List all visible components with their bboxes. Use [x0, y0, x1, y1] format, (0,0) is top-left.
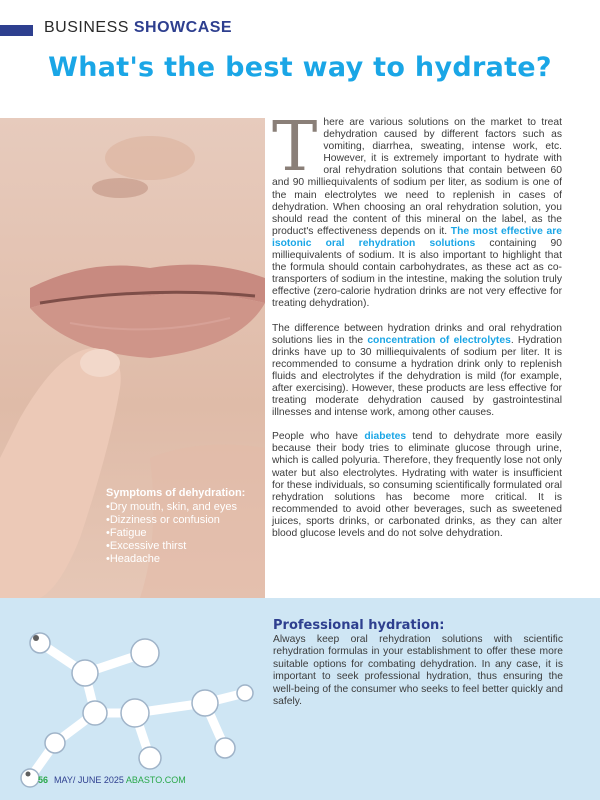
article-title: What's the best way to hydrate? [48, 52, 552, 83]
p1-text-b: containing 90 milliequivalents of sodium. It is also important to highlight that the formula should contain carbohydrates, as these act as co-transporters of sodium in the intestine, making the solution truly effective (zero-calorie hydration drinks are not very effective for treating dehydration). [272, 237, 562, 310]
p2-highlight: concentration of electrolytes [367, 334, 511, 346]
paragraph-1 [272, 108, 562, 311]
p1-highlight: The most effective are isotonic oral rehydration solutions [272, 225, 562, 249]
symptoms-heading: Symptoms of dehydration: [106, 487, 246, 499]
symptom-item: • Excessive thirst [106, 540, 245, 553]
p2-text-b: . Hydration drinks have up to 30 milliequivalents of sodium per liter. It is recommended to consume a hydration drink only to replenish fluids and electrolytes if the dehydration is mild (for example, after exercising). However, these products are less effective for treating moderate dehydration caused by gastrointestinal illnesses and intense work, among other causes. [272, 334, 562, 419]
site-link[interactable]: ABASTO.COM [125, 775, 186, 785]
paragraph-2 [272, 323, 562, 420]
molecule-icon [0, 598, 265, 800]
p3-highlight: diabetes [364, 431, 407, 443]
p2-text-a: The difference between hydration drinks and oral rehydration solutions lies in the [272, 322, 562, 346]
paragraph-3 [272, 431, 562, 540]
drop-cap: T [272, 108, 318, 187]
symptom-item: • Dry mouth, skin, and eyes [106, 501, 245, 514]
section-word-2: SHOWCASE [133, 19, 233, 36]
professional-title: Professional hydration: [273, 618, 445, 633]
professional-text: Always keep oral rehydration solutions with scientific rehydration formulas in your establishment to offer these more suitable options for combating dehydration. In any case, it is important to seek professional hydration, thus ensuring the well-being of the consumer who seeks to feel better quickly and safely. [273, 634, 563, 708]
symptom-item: • Dizziness or confusion [106, 514, 245, 527]
section-label [44, 19, 232, 37]
p1-text-a: here are various solutions on the market to treat dehydration caused by different factors such as vomiting, diarrhea, sweating, intense work, etc. However, it is extremely important to hydrate with oral rehydration solutions that contain between 60 and 90 milliequivalents of sodium per liter, as sodium is one of the main electrolytes we need to replenish in cases of dehydration. When choosing an oral rehydration solution, you should read the content of this mineral on the label, as the product's effectiveness depends on it. [272, 117, 562, 237]
issue-date: MAY/ JUNE 2025 [54, 775, 124, 785]
symptom-item: • Fatigue [106, 527, 245, 540]
page-number: 56 [38, 775, 49, 785]
symptoms-list [106, 501, 245, 566]
p3-text-b: tend to dehydrate more easily because their body tries to eliminate glucose through urine, which is called polyuria. Therefore, they frequently lose not only water but also electrolytes. Hydrating with water is insufficient for these individuals, so consuming scientifically formulated oral rehydration solutions has become more critical. It is recommended to avoid other beverages, such as sweetened juices, sports drinks, or carbonated drinks, as they can alter blood glucose levels and do not solve dehydration. [272, 431, 563, 539]
p3-text-a: People who have [272, 431, 365, 443]
symptoms-box [106, 487, 245, 566]
article-body [272, 108, 563, 552]
symptom-item: • Headache [106, 553, 245, 566]
footer [38, 775, 186, 785]
section-bar [0, 25, 33, 36]
section-word-1: BUSINESS [44, 19, 129, 36]
